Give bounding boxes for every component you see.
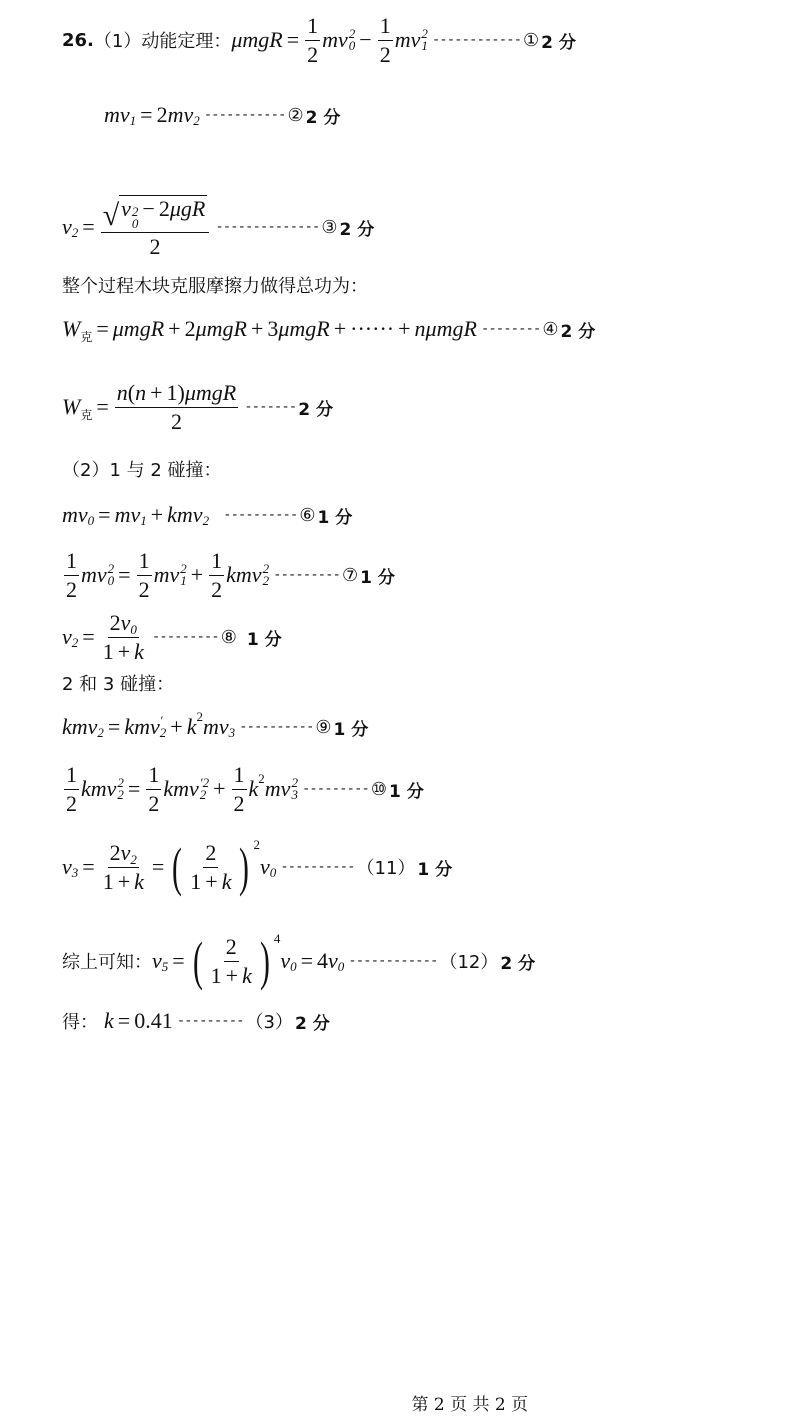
page-footer: 第 2 页 共 2 页	[411, 1395, 529, 1415]
formula-8: mv 0 = mv 1 + kmv 2	[62, 502, 210, 528]
dash-leader: ---------	[273, 567, 340, 583]
eq-mark: ②	[287, 104, 304, 126]
line-15	[62, 926, 535, 996]
line-5	[62, 312, 595, 346]
part-label: （1）动能定理：	[93, 31, 232, 52]
score: 2 分	[295, 1013, 330, 1034]
text-work-total: 整个过程木块克服摩擦力做得总功为：	[62, 276, 368, 297]
eq-mark: ⑥	[299, 504, 316, 526]
formula-6: W 克 = $\frac{\text{n(n + 1)μmgR}}{2}$	[62, 380, 237, 434]
formula-1: μmgR = $\frac{1}{2}$ mv 2 0 − $\frac{1}{2}$ mv 2 1	[231, 13, 428, 67]
formula-10: v 2 = $\frac{2v0}{1 + k}$	[62, 610, 144, 664]
score: 2 分	[305, 107, 341, 128]
question-number: 26.	[62, 29, 94, 51]
ellipsis: ······	[350, 316, 395, 341]
dash-leader: ------------	[431, 32, 522, 48]
line-1	[62, 14, 576, 66]
line-6	[62, 376, 333, 438]
formula-2: mv 1 = 2 mv 2	[104, 102, 200, 128]
eq-mark: ③	[321, 216, 338, 238]
line-7	[62, 456, 222, 482]
formula-14: v 3 = $\frac{2v2}{1 + k}$ = ( $\frac{2}{1 + k}$ ) 2 v 0	[62, 837, 277, 897]
line-9	[62, 546, 395, 604]
dash-leader: -----------	[203, 107, 286, 123]
score: 1 分	[417, 859, 453, 880]
formula-15: v 5 = ( $\frac{2}{1 + k}$ ) 4 v 0 = 4 v 0	[152, 931, 345, 991]
sub-ke: 克	[80, 407, 93, 422]
dash-leader: ---------	[176, 1013, 244, 1029]
result-prefix: 得：	[62, 1012, 98, 1033]
line-3	[62, 192, 374, 262]
score: 2 分	[298, 399, 333, 420]
line-4	[62, 272, 368, 298]
dash-leader: -------	[244, 399, 297, 415]
dash-leader: --------	[480, 321, 541, 337]
score: 2 分	[339, 219, 375, 240]
line-12	[62, 710, 368, 744]
score: 1 分	[317, 507, 353, 528]
eq-mark: （3）	[245, 1012, 293, 1033]
dash-leader: ---------	[301, 781, 369, 797]
sub-ke: 克	[80, 329, 93, 344]
dash-leader: ----------	[239, 719, 314, 735]
eq-mark: （12）	[439, 952, 499, 973]
line-11	[62, 670, 174, 696]
formula-16: k = 0.41	[104, 1008, 173, 1033]
eq-mark: ⑧	[220, 626, 237, 648]
score: 1 分	[246, 629, 282, 650]
dash-leader: ---------	[151, 629, 219, 645]
collision-2-3-heading: 2 和 3 碰撞：	[62, 674, 175, 695]
score: 2 分	[560, 321, 596, 342]
line-14	[62, 832, 452, 902]
eq-mark: ⑦	[341, 564, 359, 586]
eq-mark: ⑩	[370, 778, 387, 800]
score: 2 分	[500, 953, 536, 974]
dash-leader: --------------	[215, 219, 320, 235]
score: 1 分	[388, 781, 424, 802]
eq-mark: （11）	[356, 858, 416, 879]
line-2	[104, 100, 340, 130]
eq-mark: ①	[523, 29, 540, 51]
dash-leader: ----------	[280, 859, 355, 875]
formula-5: W 克 = μmgR + 2 μmgR + 3 μmgR + ······ + nμmgR	[62, 316, 477, 344]
summary-prefix: 综上可知：	[62, 952, 152, 973]
eq-mark: ④	[542, 318, 559, 340]
line-8	[62, 500, 352, 530]
formula-9: $\frac{1}{2}$ mv 2 0 = $\frac{1}{2}$ mv 2 1 + $\frac{1}{2}$ kmv 2 2	[66, 548, 270, 602]
line-13	[62, 760, 424, 818]
score: 2 分	[541, 32, 576, 53]
score: 1 分	[333, 719, 369, 740]
score: 1 分	[360, 567, 395, 588]
line-10	[62, 608, 282, 666]
formula-3: v 2 = √ v 2 0 − 2μgR 2	[62, 195, 211, 259]
dash-leader: ------------	[348, 953, 438, 969]
eq-mark: ⑨	[315, 716, 332, 738]
formula-13: $\frac{1}{2}$ kmv 2 2 = $\frac{1}{2}$ kmv ′2 2 + $\frac{1}{2}$ k 2 mv 2 3	[66, 762, 298, 816]
dash-leader: ----------	[223, 507, 298, 523]
line-16	[62, 1006, 330, 1036]
formula-12: kmv 2 = kmv ′ 2 + k 2 mv 3	[62, 709, 236, 740]
part-2-heading: （2）1 与 2 碰撞：	[62, 460, 222, 481]
